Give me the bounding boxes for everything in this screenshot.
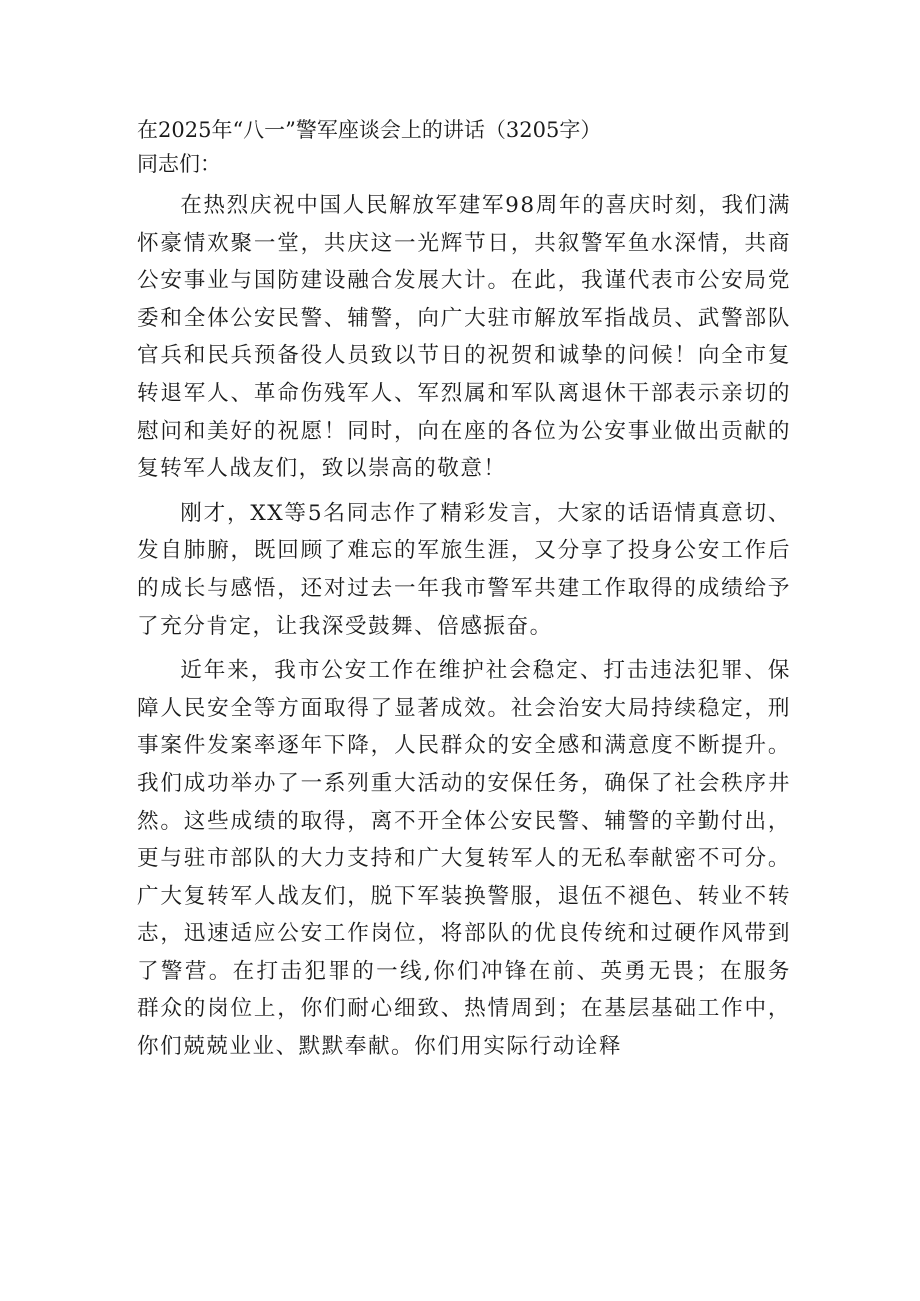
document-title: 在2025年“八一”警军座谈会上的讲话（3205字）: [137, 118, 602, 142]
document-page: [137, 113, 791, 1073]
paragraph-achievements: 近年来，我市公安工作在维护社会稳定、打击违法犯罪、保障人民安全等方面取得了显著成效。社会治安大局持续稳定，刑事案件发案率逐年下降，人民群众的安全感和满意度不断提升。我们成功举办了一系列重大活动的安保任务，确保了社会秩序井然。这些成绩的取得，离不开全体公安民警、辅警的辛勤付出，更与驻市部队的大力支持和广大复转军人的无私奉献密不可分。广大复转军人战友们，脱下军装换警服，退伍不褪色、转业不转志，迅速适应公安工作岗位，将部队的优良传统和过硬作风带到了警营。在打击犯罪的一线,你们冲锋在前、英勇无畏；在服务群众的岗位上，你们耐心细致、热情周到；在基层基础工作中，你们兢兢业业、默默奉献。你们用实际行动诠释: [137, 658, 791, 1060]
salutation: 同志们：: [137, 152, 221, 176]
paragraph-greeting: 在热烈庆祝中国人民解放军建军98周年的喜庆时刻，我们满怀豪情欢聚一堂，共庆这一光辉节日，共叙警军鱼水深情，共商公安事业与国防建设融合发展大计。在此，我谨代表市公安局党委和全体公安民警、辅警，向广大驻市解放军指战员、武警部队官兵和民兵预备役人员致以节日的祝贺和诚挚的问候！向全市复转退军人、革命伤残军人、军烈属和军队离退休干部表示亲切的慰问和美好的祝愿！同时，向在座的各位为公安事业做出贡献的复转军人战友们，致以崇高的敬意！: [137, 193, 791, 482]
paragraph-speeches: 刚才，XX等5名同志作了精彩发言，大家的话语情真意切、发自肺腑，既回顾了难忘的军旅生涯，又分享了投身公安工作后的成长与感悟，还对过去一年我市警军共建工作取得的成绩给予了充分肯定，让我深受鼓舞、倍感振奋。: [137, 500, 791, 639]
